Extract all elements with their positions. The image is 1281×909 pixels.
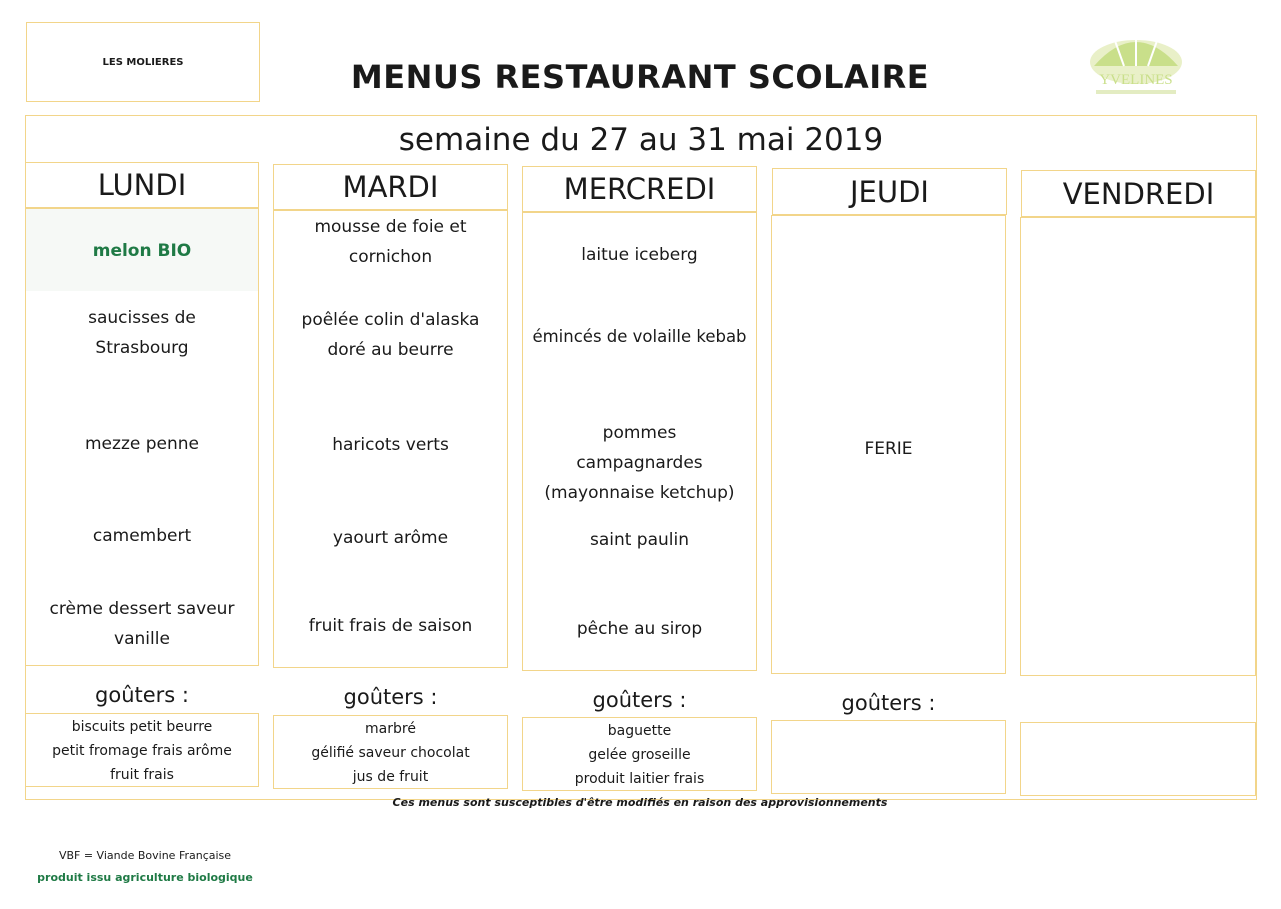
dish-side: haricots verts — [332, 435, 449, 455]
day-name: MERCREDI — [563, 172, 716, 206]
day-header-jeudi — [772, 168, 1007, 215]
gouter-box-vendredi — [1020, 722, 1256, 796]
week-title: semaine du 27 au 31 mai 2019 — [398, 122, 884, 158]
dish-dessert: pêche au sirop — [576, 619, 703, 639]
holiday-label: FERIE — [864, 439, 913, 459]
day-name: JEUDI — [850, 174, 929, 209]
dish-starter: melon BIO — [92, 241, 192, 261]
day-name: VENDREDI — [1062, 176, 1215, 211]
gouter-box-lundi — [25, 713, 259, 787]
yvelines-logo — [1086, 22, 1186, 104]
gouter-label-lundi: goûters : — [95, 683, 189, 707]
gouter-label-mercredi: goûters : — [592, 688, 687, 712]
school-name: LES MOLIERES — [102, 56, 184, 68]
menu-column-vendredi — [1020, 217, 1256, 676]
dish-dairy: yaourt arôme — [332, 528, 449, 548]
gouter-box-mardi — [273, 715, 508, 789]
gouter-box-jeudi — [771, 720, 1006, 794]
day-header-vendredi — [1021, 170, 1256, 217]
day-name: MARDI — [342, 170, 439, 204]
logo-text: YVELINES — [1099, 72, 1173, 88]
snack-item: biscuits petit beurre — [71, 719, 213, 735]
menu-column-jeudi — [771, 215, 1006, 674]
snack-item: petit fromage frais arôme — [52, 743, 232, 759]
dish-dessert: fruit frais de saison — [308, 616, 473, 636]
dish-main: poêlée colin d'alaska doré au beurre — [301, 310, 480, 360]
menu-column-mardi — [273, 210, 508, 668]
day-header-lundi — [25, 162, 259, 208]
legend-vbf: VBF = Viande Bovine Française — [58, 849, 232, 862]
gouter-label-mardi: goûters : — [343, 685, 438, 709]
day-header-mercredi — [522, 166, 757, 212]
dish-dessert: crème dessert saveur vanille — [49, 599, 235, 649]
day-header-mardi — [273, 164, 508, 210]
dish-main: saucisses de Strasbourg — [88, 308, 196, 358]
dish-cheese: camembert — [92, 526, 192, 546]
dish-side: pommes campagnardes (mayonnaise ketchup) — [544, 423, 735, 503]
dish-side: mezze penne — [85, 434, 199, 454]
snack-item: produit laitier frais — [574, 771, 705, 787]
snack-item: fruit frais — [110, 767, 174, 783]
snack-item: marbré — [365, 721, 416, 737]
gouter-box-mercredi — [522, 717, 757, 791]
legend-bio: produit issu agriculture biologique — [37, 871, 253, 884]
snack-item: baguette — [607, 723, 672, 739]
snack-item: jus de fruit — [352, 769, 429, 785]
snack-item: gelée groseille — [588, 747, 691, 763]
menu-column-lundi — [25, 208, 259, 666]
day-name: LUNDI — [97, 168, 187, 202]
supply-disclaimer: Ces menus sont susceptibles d'être modifiés en raison des approvisionnements — [392, 796, 888, 809]
dish-starter: mousse de foie et cornichon — [314, 217, 467, 267]
gouter-label-jeudi: goûters : — [841, 691, 936, 715]
school-name-box — [26, 22, 260, 102]
dish-main: émincés de volaille kebab — [532, 327, 747, 346]
snack-item: gélifié saveur chocolat — [311, 745, 470, 761]
page-title: MENUS RESTAURANT SCOLAIRE — [350, 58, 930, 96]
dish-cheese: saint paulin — [589, 530, 690, 550]
menu-column-mercredi — [522, 212, 757, 671]
dish-starter: laitue iceberg — [581, 245, 698, 265]
